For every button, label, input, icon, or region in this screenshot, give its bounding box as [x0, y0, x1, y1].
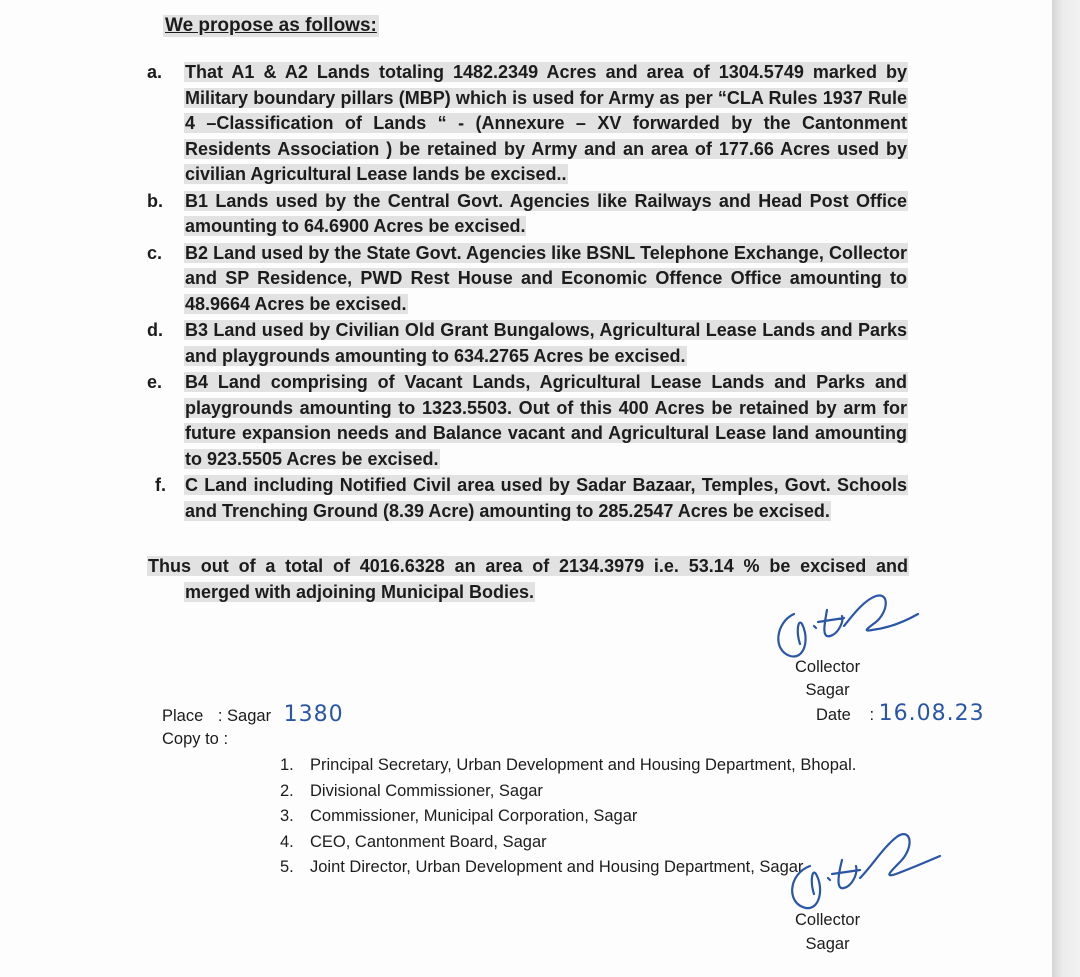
list-item [147, 318, 917, 369]
signature-block-2 [795, 908, 860, 956]
recipient-text: Joint Director, Urban Development and Housing Department, Sagar [310, 858, 804, 876]
list-item [147, 60, 917, 188]
item-marker: e. [147, 372, 163, 392]
list-item [147, 189, 917, 240]
list-item: 5. Joint Director, Urban Development and Housing Department, Sagar [280, 858, 804, 876]
section-heading: We propose as follows: [165, 15, 377, 36]
signatory-place: Sagar [805, 681, 850, 699]
item-text: B2 Land used by the State Govt. Agencies like BSNL Telephone Exchange, Collector and SP Residence, PWD Rest House and Economic Offence Office amounting to 48.9664 Acres be excised. [185, 242, 907, 314]
summary-line-2: merged with adjoining Municipal Bodies. [185, 581, 535, 602]
place-label: Place [162, 707, 204, 725]
item-text: B4 Land comprising of Vacant Lands, Agricultural Lease Lands and Parks and playgrounds amounting to 1323.5503. Out of this 400 Acres be retained by arm for future expansion needs and Balance vacant and Agricultural Lease land amounting to 923.5505 Acres be excised. [185, 372, 907, 469]
page-edge-shadow [1052, 0, 1080, 977]
signatory-place: Sagar [805, 935, 850, 953]
item-text: C Land including Notified Civil area used by Sadar Bazaar, Temples, Govt. Schools and Trenching Ground (8.39 Acre) amounting to 285.2547 Acres be excised. [185, 475, 907, 521]
signature-2 [780, 822, 950, 912]
date-field [816, 700, 985, 729]
recipient-text: Commissioner, Municipal Corporation, Sagar [310, 807, 638, 825]
item-marker: c. [147, 242, 163, 263]
list-item: 4. CEO, Cantonment Board, Sagar [280, 832, 547, 851]
signature-block-1 [795, 656, 860, 702]
date-separator: : [869, 706, 875, 724]
handwritten-date: 16.08.23 [878, 701, 985, 726]
handwritten-number: 1380 [283, 702, 344, 727]
item-text: B1 Lands used by the Central Govt. Agencies like Railways and Head Post Office amounting to 64.6900 Acres be excised. [185, 190, 907, 236]
proposal-list [147, 60, 917, 525]
copy-to-label: Copy to : [162, 730, 229, 748]
recipient-text: Principal Secretary, Urban Development and Housing Department, Bhopal. [310, 756, 857, 774]
item-text: That A1 & A2 Lands totaling 1482.2349 Acres and area of 1304.5749 marked by Military boundary pillars (MBP) which is used for Army as per “CLA Rules 1937 Rule 4 –Classification of Lands “ - (Annexure – XV forwarded by the Cantonment Residents Association ) be retained by Army and an area of 177.66 Acres used by civilian Agricultural Lease lands be excised.. [185, 62, 907, 184]
list-item: 2. Divisional Commissioner, Sagar [280, 781, 543, 800]
item-marker: a. [147, 62, 163, 82]
place-value: : Sagar [217, 707, 272, 725]
list-item: 3. Commissioner, Municipal Corporation, Sagar [280, 807, 638, 825]
signatory-title: Collector [795, 911, 861, 929]
date-label: Date [816, 706, 851, 724]
recipient-text: CEO, Cantonment Board, Sagar [310, 832, 547, 851]
list-item [147, 370, 917, 472]
item-marker: b. [147, 190, 163, 211]
item-marker: d. [147, 320, 163, 340]
place-field [162, 703, 344, 728]
list-item [147, 473, 917, 524]
list-item [147, 241, 917, 318]
item-text: B3 Land used by Civilian Old Grant Bungalows, Agricultural Lease Lands and Parks and playgrounds amounting to 634.2765 Acres be excised. [185, 320, 907, 366]
list-item: 1. Principal Secretary, Urban Development and Housing Department, Bhopal. [280, 756, 857, 774]
copy-to-list [280, 753, 856, 881]
signatory-title: Collector [795, 658, 861, 676]
item-marker: f. [155, 475, 166, 495]
summary-line-1: Thus out of a total of 4016.6328 an area of 2134.3979 i.e. 53.14 % be excised and [148, 556, 908, 576]
recipient-text: Divisional Commissioner, Sagar [310, 781, 543, 800]
